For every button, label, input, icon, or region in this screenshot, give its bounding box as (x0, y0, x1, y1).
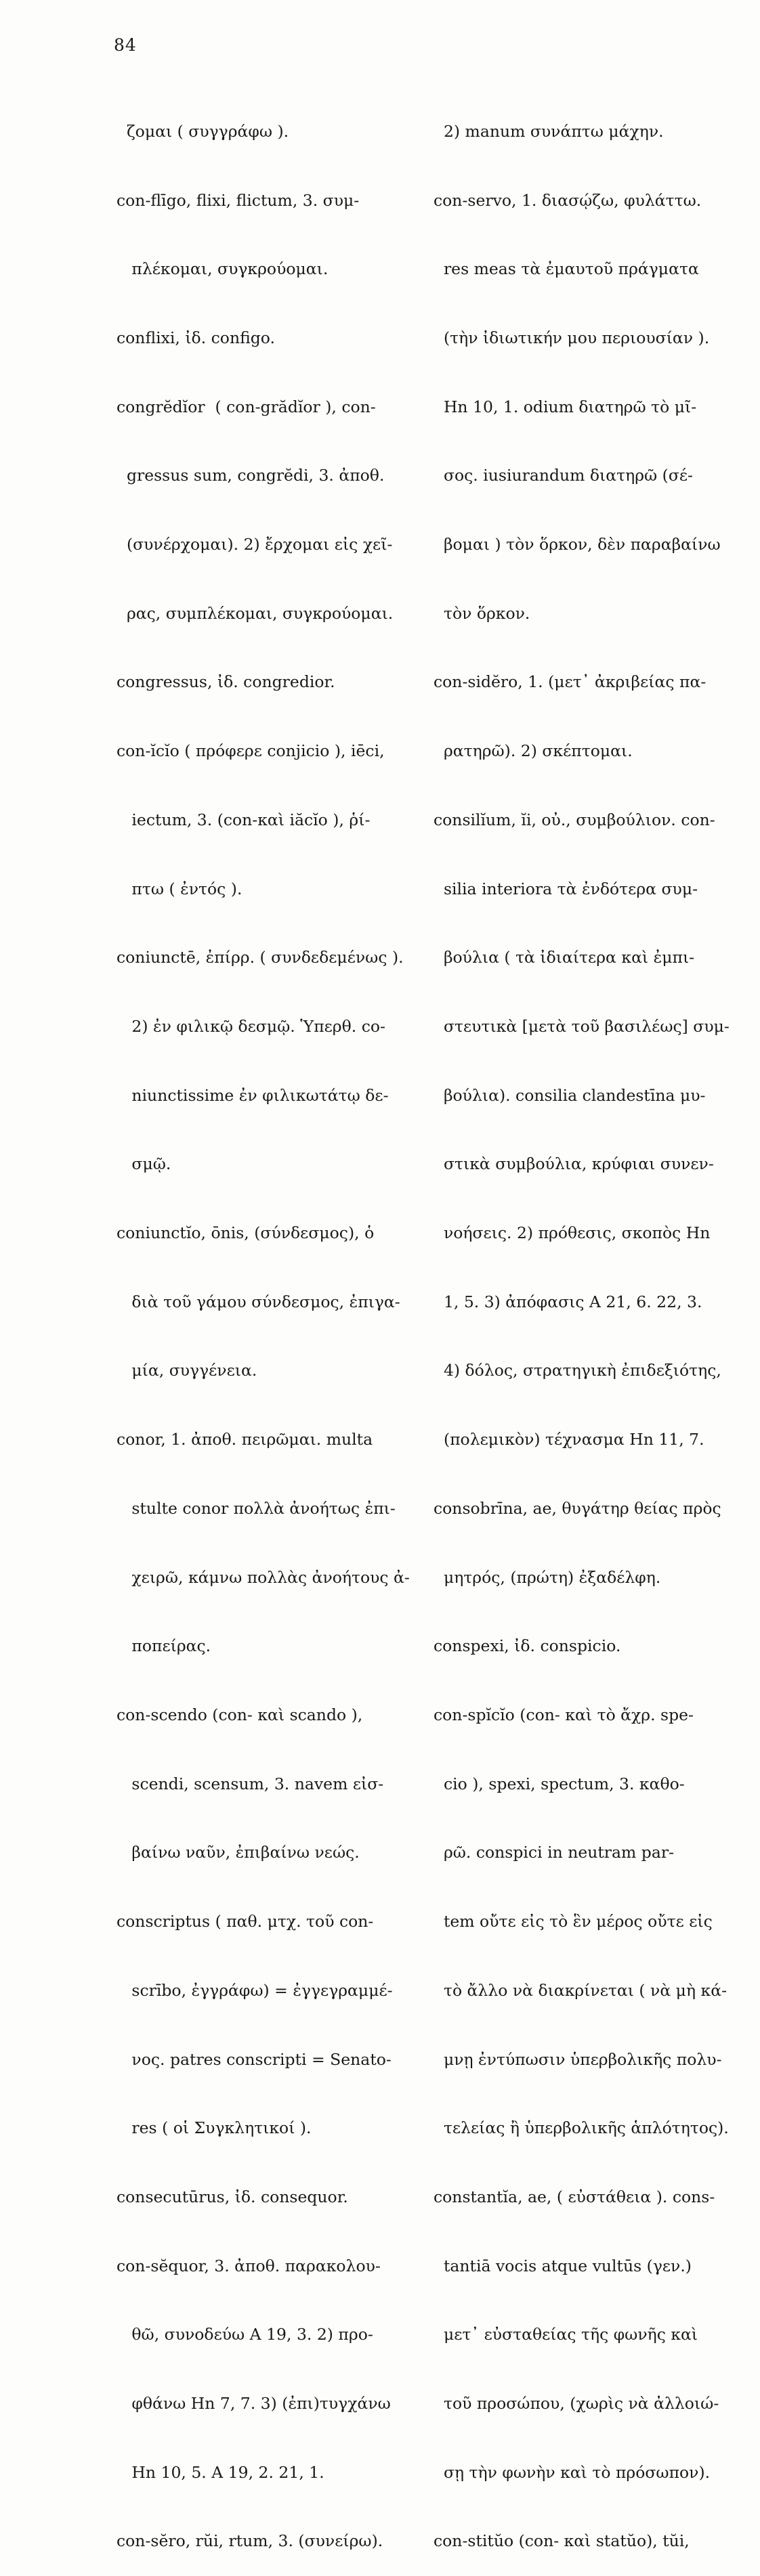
text-line: Hn 10, 1. odium διατηρῶ τὸ μῖ- (434, 397, 697, 416)
text-line: σμῷ. (117, 1154, 171, 1174)
text-line: τὸ ἄλλο νὰ διακρίνεται ( νὰ μὴ κά- (434, 1980, 727, 2000)
text-line: tem οὔτε εἰς τὸ ἓν μέρος οὔτε εἰς (434, 1912, 713, 1931)
text-line: con-servo, 1. διασῴζω, φυλάττω. (434, 190, 702, 210)
text-line: conflixi, ἰδ. configo. (117, 328, 276, 347)
text-line: stulte conor πολλὰ ἀνοήτως ἐπι- (117, 1498, 396, 1518)
text-line: scendi, scensum, 3. navem εἰσ- (117, 1774, 384, 1793)
text-line: coniunctĭo, ōnis, (σύνδεσμος), ὁ (117, 1223, 375, 1243)
text-line: βομαι ) τὸν ὅρκον, δὲν παραβαίνω (434, 535, 721, 554)
text-line: conor, 1. ἀποθ. πειρῶμαι. multa (117, 1430, 373, 1449)
text-line: con-spĭcĭo (con- καὶ τὸ ἄχρ. spe- (434, 1705, 694, 1724)
text-line: congrĕdĭor ( con-grădĭor ), con- (117, 397, 376, 416)
text-line: con-sĕro, rŭi, rtum, 3. (συνείρω). (117, 2531, 383, 2551)
text-line: con-stitŭo (con- καὶ statŭo), tŭi, (434, 2531, 690, 2551)
text-line: con-ĭcĭo ( πρόφερε conjicio ), iēci, (117, 741, 385, 761)
text-line: 2) manum συνάπτω μάχην. (434, 121, 664, 141)
text-line: χειρῶ, κάμνω πολλὰς ἀνοήτους ἀ- (117, 1567, 410, 1587)
text-line: conspexi, ἰδ. conspicio. (434, 1636, 621, 1656)
text-line: res meas τὰ ἐμαυτοῦ πράγματα (434, 259, 699, 279)
text-line: ρῶ. conspici in neutram par- (434, 1843, 675, 1862)
text-line: con-sĕquor, 3. ἀποθ. παρακολου- (117, 2256, 381, 2275)
text-line: θῶ, συνοδεύω A 19, 3. 2) προ- (117, 2325, 373, 2344)
text-line: con-sidĕro, 1. (μετ᾽ ἀκριβείας πα- (434, 672, 706, 692)
text-line: σῃ τὴν φωνὴν καὶ τὸ πρόσωπον). (434, 2462, 711, 2482)
text-line: niunctissime ἐν φιλικωτάτῳ δε- (117, 1085, 389, 1105)
text-line: iectum, 3. (con-καὶ iăcĭo ), ῥί- (117, 810, 371, 829)
text-line: πλέκομαι, συγκρούομαι. (117, 259, 329, 279)
text-line: cio ), spexi, spectum, 3. καθο- (434, 1774, 685, 1793)
text-line: con-scendo (con- καὶ scando ), (117, 1705, 363, 1724)
text-line: (πολεμικὸν) τέχνασμα Hn 11, 7. (434, 1430, 704, 1449)
text-line: consilĭum, ĭi, οὐ., συμβούλιον. con- (434, 810, 715, 829)
text-line: τοῦ προσώπου, (χωρὶς νὰ ἀλλοιώ- (434, 2394, 719, 2414)
text-line: gressus sum, congrĕdi, 3. ἀποθ. (117, 466, 385, 485)
text-line: τὸν ὅρκον. (434, 603, 530, 623)
text-line: (συνέρχομαι). 2) ἔρχομαι εἰς χεῖ- (117, 535, 393, 554)
text-line: στικὰ συμβούλια, κρύφιαι συνεν- (434, 1154, 714, 1174)
page-number: 84 (114, 35, 137, 55)
text-line: διὰ τοῦ γάμου σύνδεσμος, ἐπιγα- (117, 1292, 400, 1311)
text-line: μετ᾽ εὐσταθείας τῆς φωνῆς καὶ (434, 2325, 698, 2344)
text-line: νοήσεις. 2) πρόθεσις, σκοπὸς Hn (434, 1223, 711, 1243)
text-line: 2) ἐν φιλικῷ δεσμῷ. Ὑπερθ. co- (117, 1016, 385, 1036)
text-line: βούλια ( τὰ ἰδιαίτερα καὶ ἐμπι- (434, 948, 695, 967)
text-line: Hn 10, 5. A 19, 2. 21, 1. (117, 2462, 324, 2482)
text-line: con-flīgo, flixi, flictum, 3. συμ- (117, 190, 360, 210)
text-line: consobrīna, ae, θυγάτηρ θείας πρὸς (434, 1498, 721, 1518)
text-line: τελείας ἢ ὑπερβολικῆς ἁπλότητος). (434, 2118, 729, 2138)
text-line: res ( οἱ Συγκλητικοί ). (117, 2118, 312, 2138)
text-line: πτω ( ἐντός ). (117, 879, 242, 898)
text-line: 4) δόλος, στρατηγικὴ ἐπιδεξιότης, (434, 1361, 721, 1380)
text-line: ρας, συμπλέκομαι, συγκρούομαι. (117, 603, 394, 623)
text-line: constantĭa, ae, ( εὐστάθεια ). cons- (434, 2187, 715, 2206)
text-line: silia interiora τὰ ἐνδότερα συμ- (434, 879, 698, 898)
text-line: σος. iusiurandum διατηρῶ (σέ- (434, 466, 693, 485)
text-line: ρατηρῶ). 2) σκέπτομαι. (434, 741, 633, 761)
text-line: βαίνω ναῦν, ἐπιβαίνω νεώς. (117, 1843, 360, 1862)
text-line: conscriptus ( παθ. μτχ. τοῦ con- (117, 1912, 374, 1931)
text-line: tantiā vocis atque vultūs (γεν.) (434, 2256, 692, 2275)
text-line: (τὴν ἰδιωτικήν μου περιουσίαν ). (434, 328, 710, 347)
text-line: φθάνω Hn 7, 7. 3) (ἐπι)τυγχάνω (117, 2394, 391, 2414)
text-line: μία, συγγένεια. (117, 1361, 257, 1380)
right-column (434, 74, 738, 2576)
text-line: μητρός, (πρώτη) ἐξαδέλφη. (434, 1567, 661, 1587)
text-line: νος. patres conscripti = Senato- (117, 2049, 392, 2069)
text-line: 1, 5. 3) ἀπόφασις A 21, 6. 22, 3. (434, 1292, 702, 1311)
text-line: μνῃ ἐντύπωσιν ὑπερβολικῆς πολυ- (434, 2049, 722, 2069)
text-line: congressus, ἰδ. congredior. (117, 672, 335, 692)
text-line: στευτικὰ [μετὰ τοῦ βασιλέως] συμ- (434, 1016, 730, 1036)
left-column (117, 74, 415, 2576)
text-line: ζομαι ( συγγράφω ). (117, 121, 289, 141)
text-line: consecutūrus, ἰδ. consequor. (117, 2187, 348, 2206)
text-line: βούλια). consilia clandestīna μυ- (434, 1085, 706, 1105)
text-line: ποπείρας. (117, 1636, 211, 1656)
text-line: coniunctē, ἐπίρρ. ( συνδεδεμένως ). (117, 948, 404, 967)
text-line: scrībo, ἐγγράφω) = ἐγγεγραμμέ- (117, 1980, 393, 2000)
